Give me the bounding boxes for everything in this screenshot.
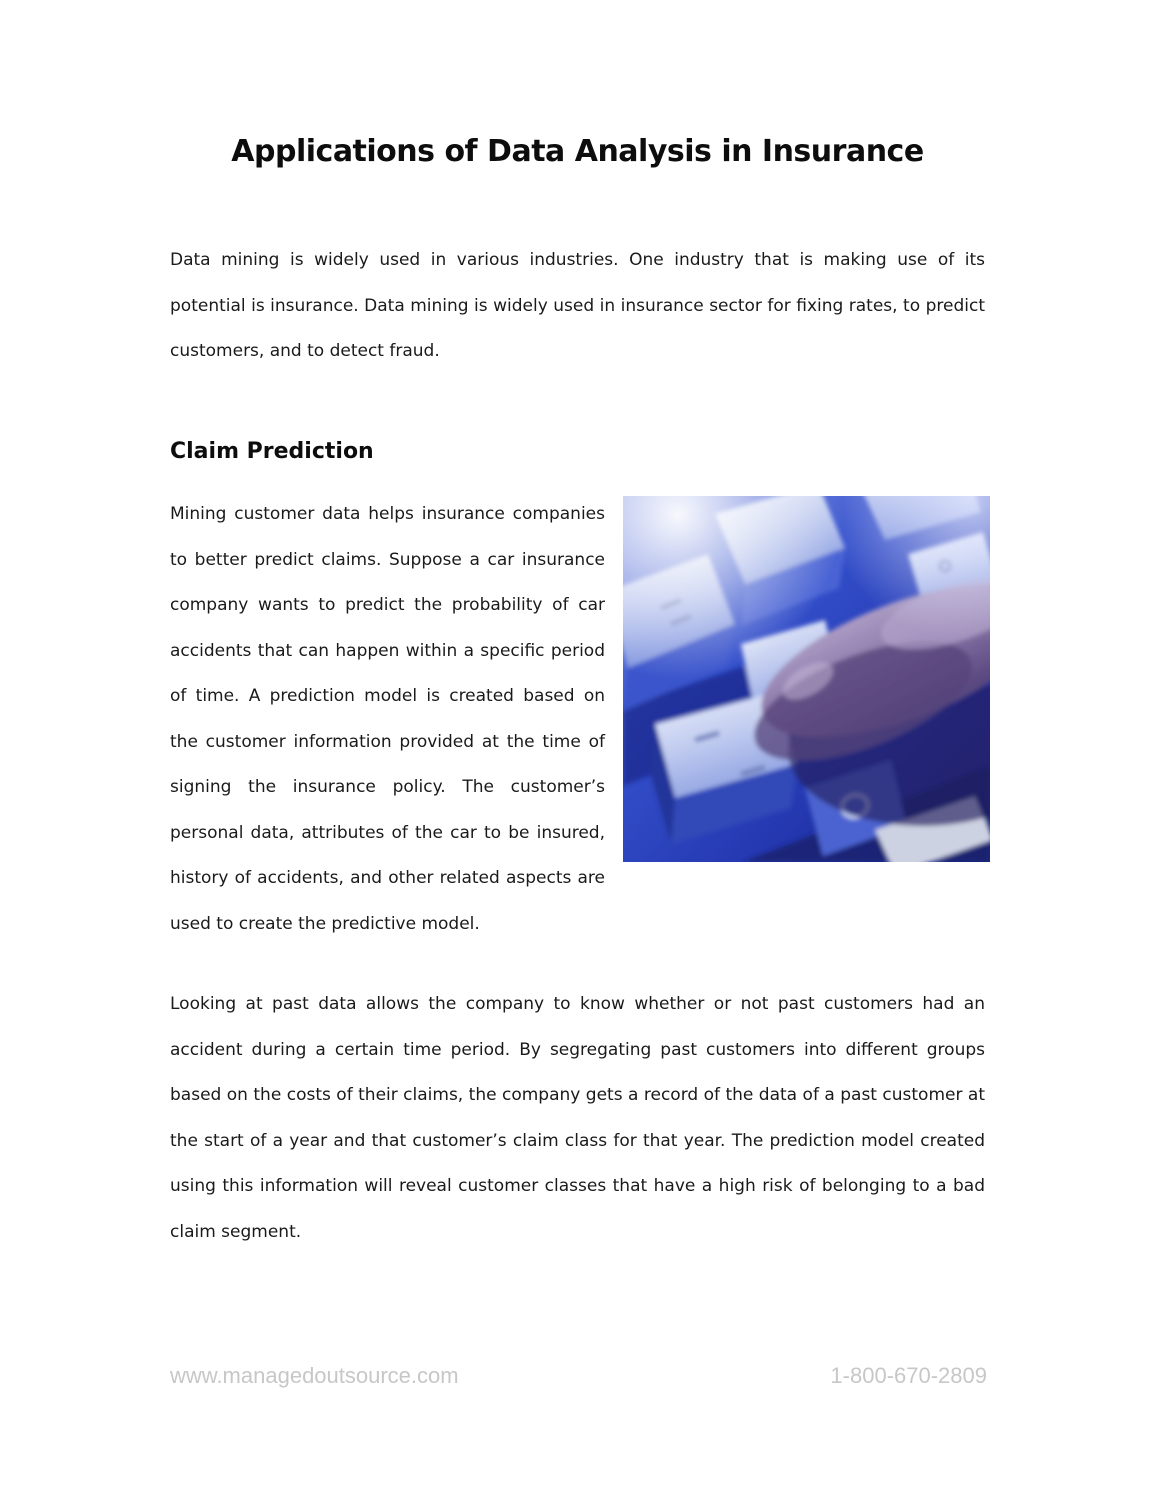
keyboard-finger-photo [623, 496, 990, 862]
intro-paragraph: Data mining is widely used in various industries. One industry that is making use of its potential is insurance. Data mining is widely used in insurance sector for fixing rates, to predict customers, and to detect fraud. [170, 250, 985, 361]
claim-prediction-paragraph [170, 492, 985, 947]
footer-website: www.managedoutsource.com [170, 1363, 459, 1388]
page-footer [170, 1363, 987, 1389]
section-heading-claim-prediction: Claim Prediction [170, 438, 374, 464]
past-data-paragraph: Looking at past data allows the company to know whether or not past customers had an accident during a certain time period. By segregating past customers into different groups based on the costs of their claims, the company gets a record of the data of a past customer at the start of a year and that customer’s claim class for that year. The prediction model created using this information will reveal customer classes that have a high risk of belonging to a bad claim segment. [170, 994, 985, 1242]
photo-highlight-topright [623, 496, 990, 862]
footer-phone: 1-800-670-2809 [830, 1363, 987, 1388]
keyboard-photo-illustration [623, 496, 990, 862]
document-content [170, 0, 985, 1255]
page-title: Applications of Data Analysis in Insurance [231, 134, 924, 169]
claim-prediction-text: Mining customer data helps insurance companies to better predict claims. Suppose a car insurance company wants to predict the probability of car accidents that can happen within a specific period of time. A prediction model is created based on the customer information provided at the time of signing the insurance policy. The customer’s personal data, attributes of the car to be insured, history of accidents, and other related aspects are used to create the predictive model. [170, 504, 605, 934]
